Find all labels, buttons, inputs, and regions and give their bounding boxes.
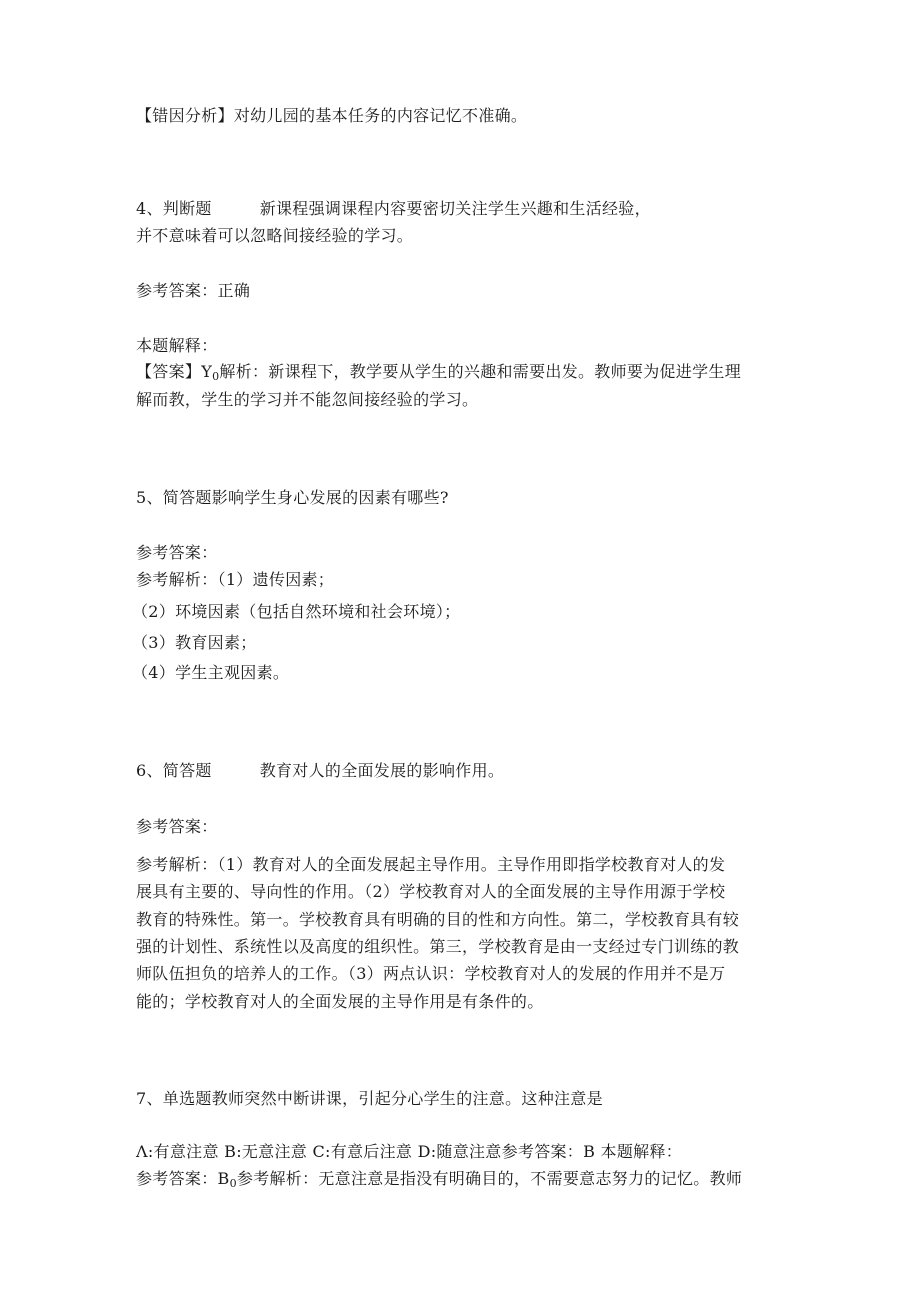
q6-analysis-line-5: 师队伍担负的培养人的工作。（3）两点认识：学校教育对人的发展的作用并不是万 xyxy=(136,964,726,983)
error-analysis-label: 【错因分析】 xyxy=(136,106,234,125)
q4-number: 4、 xyxy=(136,199,163,218)
q5-title-line xyxy=(136,486,449,510)
q7-type: 单选题 xyxy=(162,1089,212,1108)
q6-analysis-line-2: 展具有主要的、导向性的作用。（2）学校教育对人的全面发展的主导作用源于学校 xyxy=(136,882,726,901)
q6-answer-label: 参考答案： xyxy=(136,817,218,836)
q4-answer: 正确 xyxy=(217,281,251,300)
q7-answer-line xyxy=(136,1167,742,1196)
q4-title-line xyxy=(136,197,651,221)
q6-analysis-line-4: 强的计划性、系统性以及高度的组织性。第三，学校教育是由一支经过专门训练的教 xyxy=(136,937,740,956)
q5-analysis-label: 参考解析： xyxy=(136,570,218,589)
q6-analysis-line-3: 教育的特殊性。第一。学校教育具有明确的目的性和方向性。第二，学校教育具有较 xyxy=(136,910,740,929)
error-analysis-line xyxy=(136,104,527,128)
q4-explain-rest: 解析：新课程下，教学要从学生的兴趣和需要出发。教师要为促进学生理 xyxy=(219,362,741,381)
q5-number: 5、 xyxy=(136,488,163,507)
q7-text: 教师突然中断讲课，引起分心学生的注意。这种注意是 xyxy=(211,1089,603,1108)
q5-item-4: （4）学生主观因素。 xyxy=(132,663,290,682)
q5-item-3: （3）教育因素； xyxy=(132,633,257,652)
q4-text-line1: 新课程强调课程内容要密切关注学生兴趣和生活经验， xyxy=(259,199,651,218)
q4-type: 判断题 xyxy=(162,199,212,218)
q7-answer-sub: 0 xyxy=(229,1177,237,1190)
q6-number: 6、 xyxy=(136,761,163,780)
q7-title-line xyxy=(136,1087,603,1111)
q7-answer-prefix: 参考答案：B xyxy=(136,1169,230,1188)
q4-explain-label: 本题解释： xyxy=(136,336,218,355)
q4-answer-label: 参考答案： xyxy=(136,281,218,300)
error-analysis-text: 对幼儿园的基本任务的内容记忆不准确。 xyxy=(233,106,528,125)
q4-explain-line1 xyxy=(136,360,741,389)
q6-text: 教育对人的全面发展的影响作用。 xyxy=(259,761,505,780)
q6-type: 简答题 xyxy=(162,761,212,780)
q4-explain-line2: 解而教，学生的学习并不能忽间接经验的学习。 xyxy=(136,390,479,409)
q7-answer-rest: 参考解析：无意注意是指没有明确目的，不需要意志努力的记忆。教师 xyxy=(236,1169,743,1188)
q7-number: 7、 xyxy=(136,1089,163,1108)
q4-answer-line xyxy=(136,279,250,303)
q6-analysis-line-6: 能的；学校教育对人的全面发展的主导作用是有条件的。 xyxy=(136,992,544,1011)
q5-type: 简答题 xyxy=(162,488,212,507)
q5-text: 影响学生身心发展的因素有哪些? xyxy=(211,488,449,507)
q4-explain-sub: 0 xyxy=(212,370,220,383)
q5-answer-label: 参考答案： xyxy=(136,543,218,562)
q5-item-2: （2）环境因素（包括自然环境和社会环境）； xyxy=(132,602,461,621)
q5-item-1: （1）遗传因素； xyxy=(217,570,335,589)
q6-analysis-line-1: 参考解析：（1）教育对人的全面发展起主导作用。主导作用即指学校教育对人的发 xyxy=(136,855,726,874)
q5-analysis-line1 xyxy=(136,568,334,592)
q7-options-line: Λ:有意注意 B:无意注意 C:有意后注意 D:随意注意参考答案：B 本题解释： xyxy=(136,1142,683,1161)
q4-explain-prefix: 【答案】Y xyxy=(136,362,213,381)
q4-text-line2: 并不意味着可以忽略间接经验的学习。 xyxy=(136,226,414,245)
q6-title-line xyxy=(136,759,504,783)
